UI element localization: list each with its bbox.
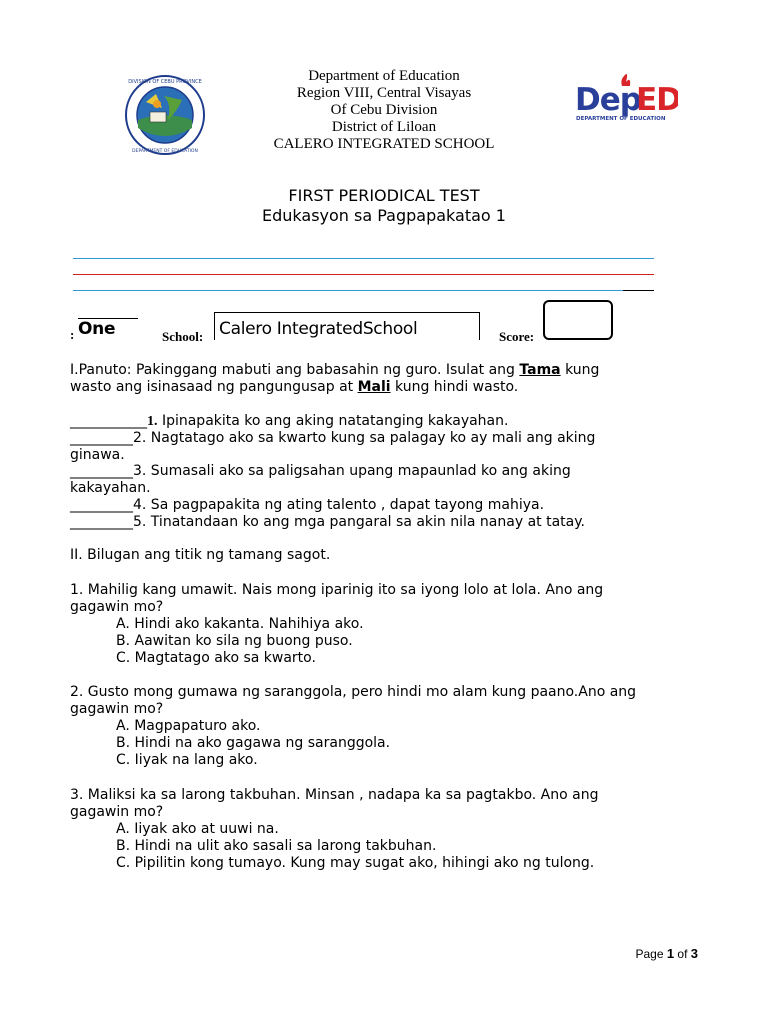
score-box xyxy=(543,300,613,340)
page-total: 3 xyxy=(690,946,698,961)
question-text: 1. Mahilig kang umawit. Nais mong iparinig ito sa iyong lolo at lola. Ano ang xyxy=(70,582,604,598)
part1-instruction xyxy=(70,362,599,396)
header-line-school: CALERO INTEGRATED SCHOOL xyxy=(273,136,495,152)
question-2-option-c: C. Iiyak na lang ako. xyxy=(116,752,258,768)
item-text: _________4. Sa pagpapakita ng ating talento , dapat tayong mahiya. xyxy=(70,497,545,513)
part1-item-4 xyxy=(70,497,544,514)
question-2-option-b: B. Hindi na ako gagawa ng saranggola. xyxy=(116,735,391,751)
question-3-option-c: C. Pipilitin kong tumayo. Kung may sugat ako, hihingi ako ng tulong. xyxy=(116,855,595,871)
part1-instruction-d: kung hindi wasto. xyxy=(390,379,519,395)
part1-instruction-a: I.Panuto: Pakinggang mabuti ang babasahin ng guro. Isulat ang xyxy=(70,362,520,378)
test-title xyxy=(170,186,598,226)
school-header xyxy=(190,68,578,153)
page-current: 1 xyxy=(666,946,675,961)
svg-text:DIVISION OF CEBU PROVINCE: DIVISION OF CEBU PROVINCE xyxy=(128,79,202,85)
question-1-stem xyxy=(70,582,603,616)
question-text: 2. Gusto mong gumawa ng saranggola, pero hindi mo alam kung paano.Ano ang xyxy=(70,684,637,700)
item-text: Ipinapakita ko ang aking natatanging kakayahan. xyxy=(157,413,509,429)
deped-logo xyxy=(574,70,678,124)
part1-instruction-c: wasto ang isinasaad ng pangungusap at xyxy=(70,379,358,395)
grade-field xyxy=(70,315,142,343)
question-text-cont: gagawin mo? xyxy=(70,599,164,615)
question-2-option-a: A. Magpapaturo ako. xyxy=(116,718,261,734)
item-text: _________5. Tinatandaan ko ang mga pangaral sa akin nila nanay at tatay. xyxy=(70,514,585,530)
header-line-division: Of Cebu Division xyxy=(330,102,438,118)
name-line-black-end xyxy=(623,290,654,291)
score-label: Score: xyxy=(499,329,535,344)
item-text: _________2. Nagtatago ako sa kwarto kung sa palagay ko ay mali ang aking xyxy=(70,430,596,446)
part1-instruction-b: kung xyxy=(560,362,600,378)
test-subject: Edukasyon sa Pagpapakatao 1 xyxy=(262,206,506,225)
school-label: School: xyxy=(162,329,204,344)
test-title-main: FIRST PERIODICAL TEST xyxy=(288,186,480,205)
name-line-blue-1 xyxy=(73,258,654,259)
of-word: of xyxy=(674,947,691,961)
svg-text:DEPARTMENT OF EDUCATION: DEPARTMENT OF EDUCATION xyxy=(132,149,198,154)
header-line-region: Region VIII, Central Visayas xyxy=(296,85,472,101)
name-line-red xyxy=(73,274,654,275)
part1-item-1 xyxy=(70,413,508,430)
page-word: Page xyxy=(635,947,667,961)
part1-item-3 xyxy=(70,463,571,497)
question-1-option-b: B. Aawitan ko sila ng buong puso. xyxy=(116,633,353,649)
question-3-option-b: B. Hindi na ulit ako sasali sa larong takbuhan. xyxy=(116,838,437,854)
svg-text:ED: ED xyxy=(636,82,678,118)
question-text: 3. Maliksi ka sa larong takbuhan. Minsan , nadapa ka sa pagtakbo. Ano ang xyxy=(70,787,599,803)
part1-item-2 xyxy=(70,430,595,464)
tama-word: Tama xyxy=(519,362,561,378)
school-field xyxy=(214,312,480,340)
answer-blank: ___________ xyxy=(70,413,147,429)
item-text: _________3. Sumasali ako sa paligsahan upang mapaunlad ko ang aking xyxy=(70,463,571,479)
question-3-option-a: A. Iiyak ako at uuwi na. xyxy=(116,821,279,837)
item-text-cont: ginawa. xyxy=(70,447,125,463)
header-line-department: Department of Education xyxy=(308,68,460,84)
name-line-blue-2 xyxy=(73,290,623,291)
header-line-district: District of Liloan xyxy=(331,119,437,135)
school-value: Calero IntegratedSchool xyxy=(219,319,418,339)
question-3-stem xyxy=(70,787,598,821)
svg-text:Dep: Dep xyxy=(575,82,641,118)
page-number xyxy=(635,946,698,961)
question-text-cont: gagawin mo? xyxy=(70,701,164,717)
question-1-option-a: A. Hindi ako kakanta. Nahihiya ako. xyxy=(116,616,364,632)
grade-colon: : xyxy=(70,327,75,342)
mali-word: Mali xyxy=(357,379,391,395)
item-number: 1. xyxy=(147,414,158,429)
question-2-stem xyxy=(70,684,636,718)
item-text-cont: kakayahan. xyxy=(70,480,151,496)
svg-text:DEPARTMENT OF EDUCATION: DEPARTMENT OF EDUCATION xyxy=(576,116,666,122)
part1-item-5 xyxy=(70,514,585,531)
part2-instruction: II. Bilugan ang titik ng tamang sagot. xyxy=(70,547,331,563)
grade-value: One xyxy=(78,319,116,339)
question-1-option-c: C. Magtatago ako sa kwarto. xyxy=(116,650,316,666)
question-text-cont: gagawin mo? xyxy=(70,804,164,820)
